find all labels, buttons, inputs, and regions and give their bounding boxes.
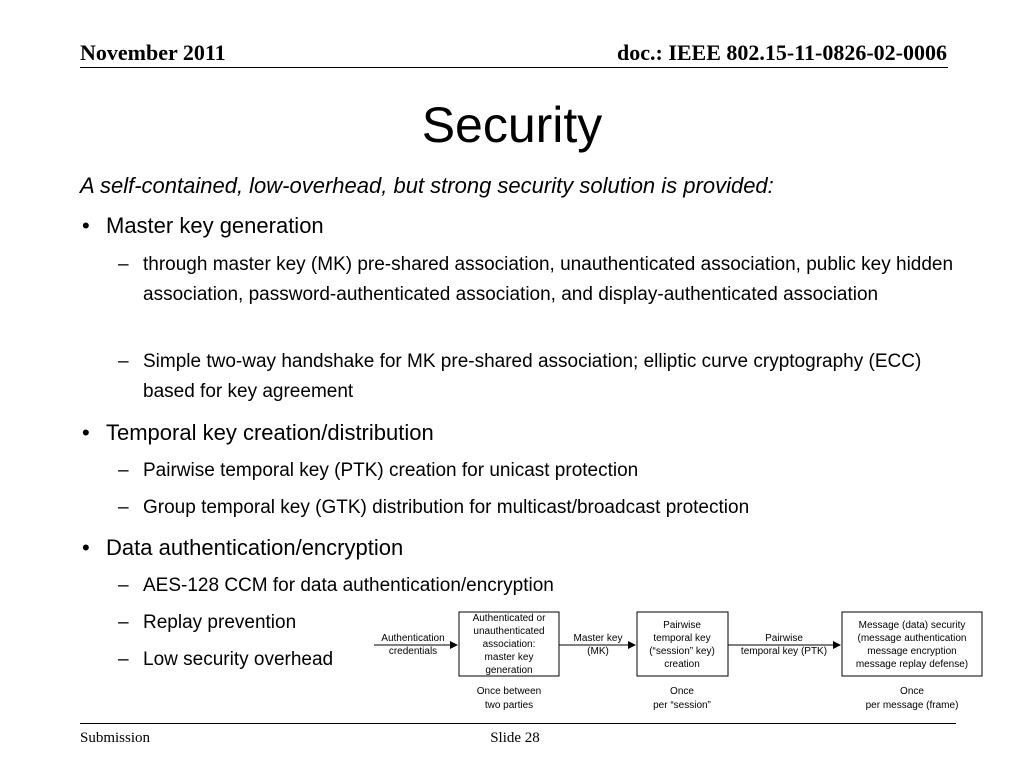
mk-arrow-label: Master key xyxy=(573,633,623,644)
slide-title: Security xyxy=(421,97,603,153)
association-box-line: association: xyxy=(482,639,536,650)
association-box-line: unauthenticated xyxy=(473,626,545,637)
mk-arrow-label: (MK) xyxy=(587,646,609,657)
input-label-line: credentials xyxy=(388,646,438,657)
bullet-heading: Master key generation xyxy=(106,213,324,238)
association-box-line: master key xyxy=(484,652,534,663)
bullet-marker: • xyxy=(82,420,90,445)
message-security-line: Message (data) security xyxy=(858,620,966,631)
sub-bullet-marker: – xyxy=(118,351,129,372)
input-label-line: Authentication xyxy=(381,633,445,644)
header-doc-id: doc.: IEEE 802.15-11-0826-02-0006 xyxy=(617,40,947,65)
frequency-label: Once xyxy=(670,686,694,697)
footer-divider xyxy=(80,723,956,724)
sub-bullet-text: Low security overhead xyxy=(143,649,334,670)
bullet-heading: Temporal key creation/distribution xyxy=(106,420,434,445)
sub-bullet-text: Group temporal key (GTK) distribution for multicast/broadcast protection xyxy=(143,497,750,518)
sub-bullet-marker: – xyxy=(118,497,129,518)
frequency-label: Once between xyxy=(476,686,542,697)
sub-bullet-text: Replay prevention xyxy=(143,612,297,633)
sub-bullet-marker: – xyxy=(118,575,129,596)
association-box-line: generation xyxy=(485,665,533,676)
ptk-box-line: (“session” key) xyxy=(649,646,715,657)
ptk-box-line: temporal key xyxy=(653,633,711,644)
sub-bullet-text: Pairwise temporal key (PTK) creation for unicast protection xyxy=(143,460,639,481)
footer-slide-number: Slide 28 xyxy=(490,730,540,746)
frequency-label: two parties xyxy=(484,700,534,711)
sub-bullet-marker: – xyxy=(118,460,129,481)
bullet-heading: Data authentication/encryption xyxy=(106,535,404,560)
sub-bullet-marker: – xyxy=(118,649,129,670)
sub-bullet-text: AES-128 CCM for data authentication/encryption xyxy=(143,575,554,596)
bullet-marker: • xyxy=(82,535,90,560)
footer-submission: Submission xyxy=(80,730,151,746)
frequency-label: Once xyxy=(900,686,924,697)
ptk-box-line: Pairwise xyxy=(663,620,701,631)
header-date: November 2011 xyxy=(80,40,226,65)
message-security-line: (message authentication xyxy=(857,633,967,644)
association-box-line: Authenticated or xyxy=(472,613,546,624)
bullet-marker: • xyxy=(82,213,90,238)
ptk-arrow-label: Pairwise xyxy=(765,633,803,644)
sub-bullet-marker: – xyxy=(118,612,129,633)
sub-bullet-text: through master key (MK) pre-shared association, unauthenticated association, public key hidden association, password-authenticated association, and display-authenticated association xyxy=(143,254,954,305)
message-security-line: message encryption xyxy=(867,646,957,657)
sub-bullet-marker: – xyxy=(118,254,129,275)
frequency-label: per “session” xyxy=(653,700,711,711)
message-security-line: message replay defense) xyxy=(855,659,969,670)
sub-bullet-text: Simple two-way handshake for MK pre-shared association; elliptic curve cryptography (ECC) based for key agreement xyxy=(143,351,922,402)
ptk-box-line: creation xyxy=(664,659,700,670)
intro-text: A self-contained, low-overhead, but strong security solution is provided: xyxy=(80,173,774,198)
ptk-arrow-label: temporal key (PTK) xyxy=(740,646,828,657)
frequency-label: per message (frame) xyxy=(865,700,959,711)
